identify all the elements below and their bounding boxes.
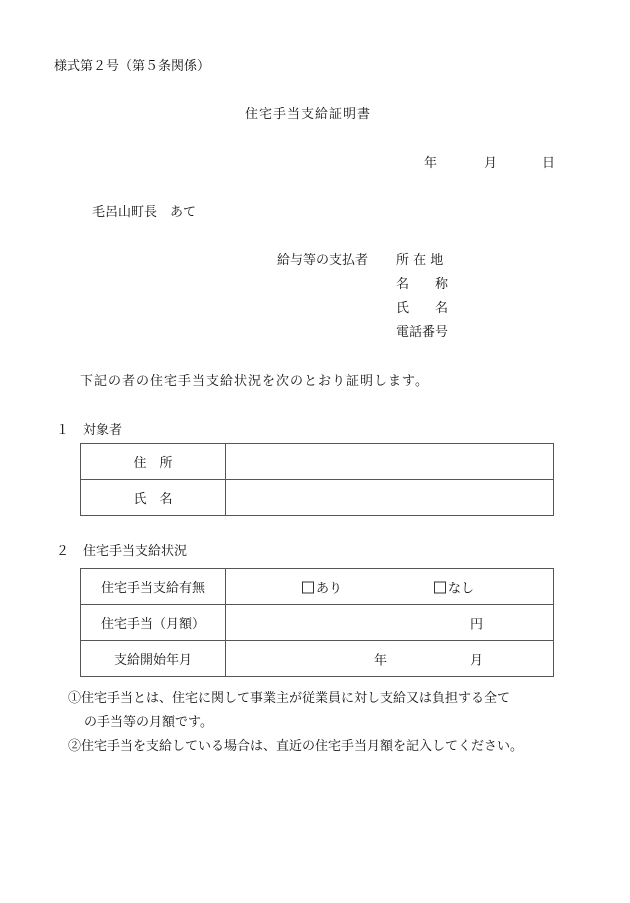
allowance-table <box>80 568 554 677</box>
checkbox-icon[interactable] <box>302 581 314 593</box>
note-1: ①住宅手当とは、住宅に関して事業主が従業員に対し支給又は負担する全て <box>68 691 511 706</box>
section2-heading: 住宅手当支給状況 <box>83 544 188 559</box>
certification-statement: 下記の者の住宅手当支給状況を次のとおり証明します。 <box>80 374 429 389</box>
name-label: 氏 名 <box>81 480 226 516</box>
address-label: 住 所 <box>81 444 226 480</box>
note-2: ②住宅手当を支給している場合は、直近の住宅手当月額を記入してください。 <box>68 739 524 754</box>
payer-person-label: 氏 名 <box>396 301 449 316</box>
table-row <box>81 605 554 641</box>
table-row <box>81 444 554 480</box>
start-year: 年 <box>374 653 388 668</box>
address-value[interactable] <box>226 444 554 480</box>
subject-table <box>80 443 554 516</box>
option-yes-label: あり <box>316 581 343 596</box>
allowance-amount-label: 住宅手当（月額） <box>81 605 226 641</box>
payer-label: 給与等の支払者 <box>277 253 369 268</box>
section1-number: １ <box>56 423 70 438</box>
start-date-label: 支給開始年月 <box>81 641 226 677</box>
allowance-status-label: 住宅手当支給有無 <box>81 569 226 605</box>
option-no-label: なし <box>448 581 475 596</box>
table-row <box>81 480 554 516</box>
option-yes[interactable] <box>302 577 342 596</box>
name-value[interactable] <box>226 480 554 516</box>
allowance-amount-cell[interactable] <box>226 605 554 641</box>
form-number: 様式第２号（第５条関係） <box>54 59 211 74</box>
table-row <box>81 641 554 677</box>
option-no[interactable] <box>434 577 474 596</box>
date-month: 月 <box>484 156 498 171</box>
addressee: 毛呂山町長 あて <box>92 205 197 220</box>
date-year: 年 <box>424 156 438 171</box>
start-date-cell[interactable] <box>226 641 554 677</box>
allowance-status-cell <box>226 569 554 605</box>
payer-name-label: 名 称 <box>396 277 449 292</box>
section2-number: ２ <box>56 544 70 559</box>
checkbox-icon[interactable] <box>434 581 446 593</box>
document-title: 住宅手当支給証明書 <box>245 107 372 122</box>
note-1-continued: の手当等の月額です。 <box>84 715 213 730</box>
start-month: 月 <box>470 653 484 668</box>
payer-phone-label: 電話番号 <box>396 325 449 340</box>
date-day: 日 <box>542 156 556 171</box>
amount-unit: 円 <box>470 617 484 632</box>
table-row <box>81 569 554 605</box>
section1-heading: 対象者 <box>83 423 123 438</box>
payer-address-label: 所 在 地 <box>396 253 444 268</box>
